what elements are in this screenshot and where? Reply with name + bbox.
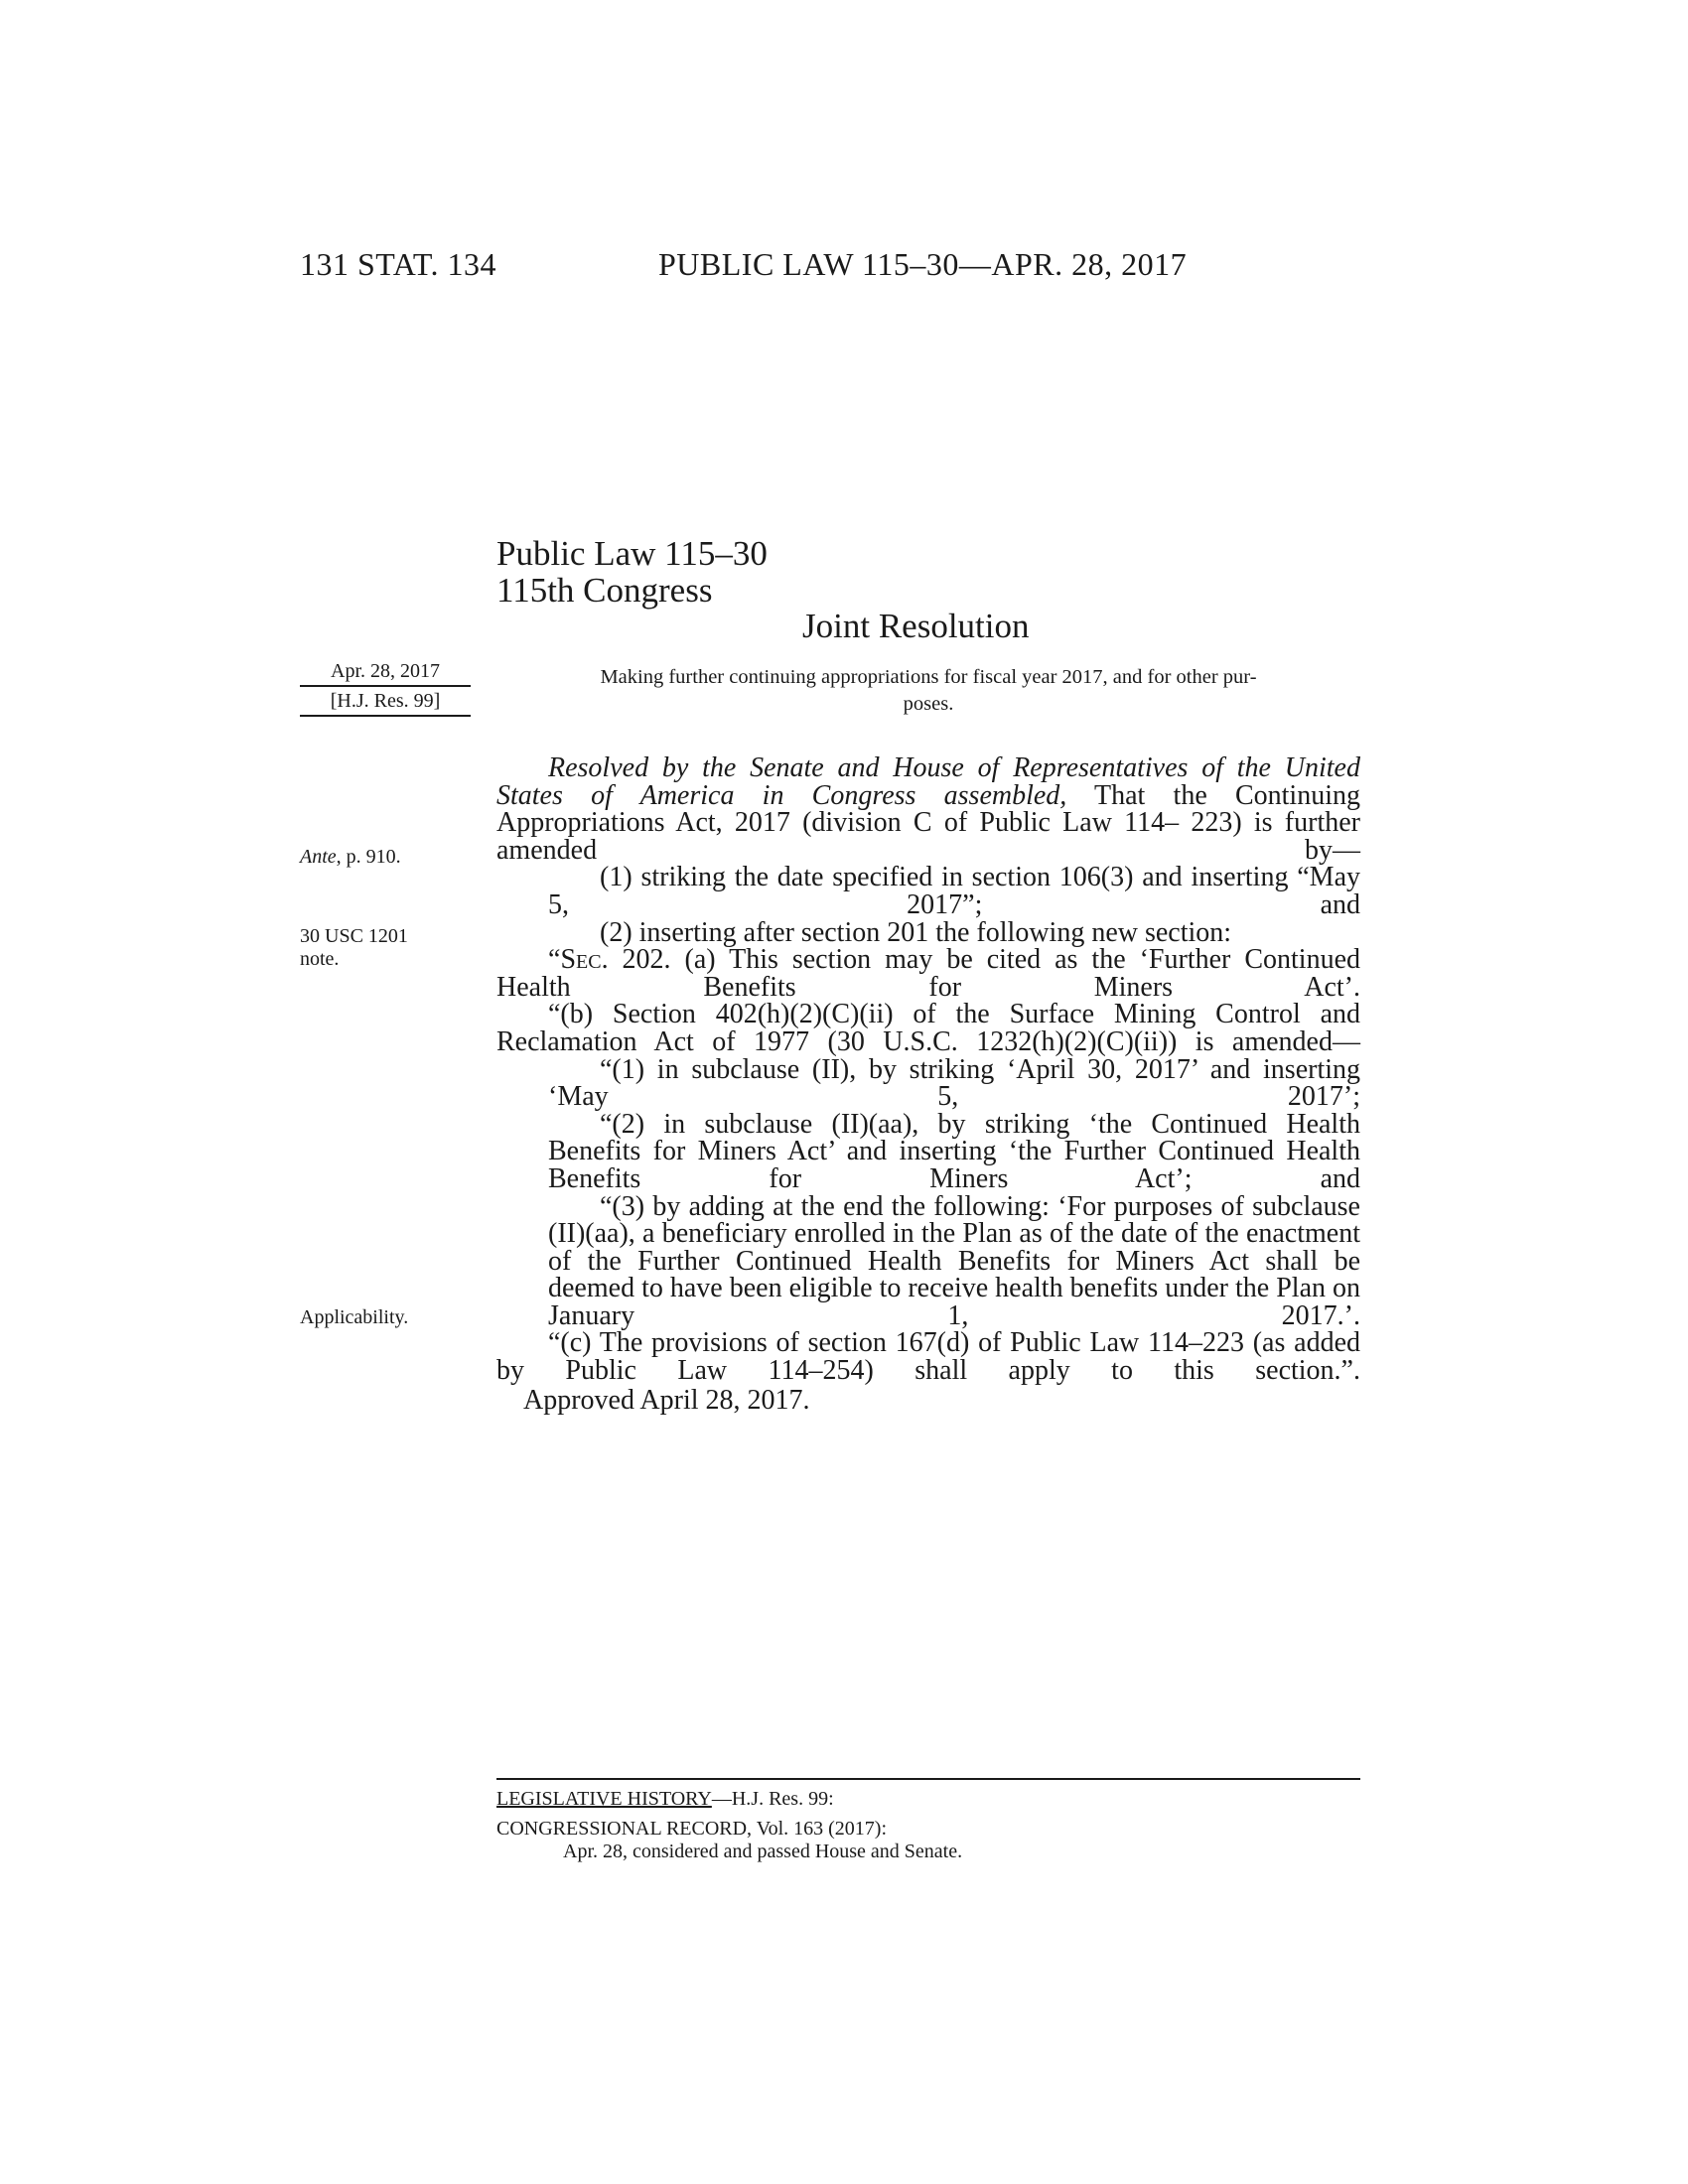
resolving-clause-text: That the Continuing Appropriations Act, 2017 (division C of Public Law 114– 223) is further amended by— (496, 779, 1360, 866)
resolution-body (496, 754, 1360, 1385)
margin-note-applicability: Applicability. (300, 1306, 409, 1328)
purpose-statement (506, 664, 1350, 718)
margin-date: Apr. 28, 2017 (331, 660, 440, 682)
running-title: PUBLIC LAW 115–30—APR. 28, 2017 (658, 246, 1188, 282)
congressional-record: CONGRESSIONAL RECORD, Vol. 163 (2017): (496, 1818, 887, 1840)
congress-number: 115th Congress (496, 571, 713, 610)
resolving-clause (496, 754, 1360, 864)
subsection-b-item-2: “(2) in subclause (II)(aa), by striking ‘the Continued Health Benefits for Miners Act’ and inserting ‘the Further Continued Health Benefits for Miners Act’; and (548, 1108, 1360, 1194)
purpose-line-2: poses. (903, 693, 954, 715)
approval-date: Approved April 28, 2017. (523, 1385, 810, 1416)
usc-citation: 30 USC 1201 (300, 925, 408, 947)
section-label: Sec (560, 944, 602, 976)
section-202-heading (496, 946, 1360, 1001)
footer-divider (496, 1778, 1360, 1780)
purpose-line-1: Making further continuing appropriations for fiscal year 2017, and for other pur- (600, 666, 1257, 688)
subsection-b-item-1: “(1) in subclause (II), by striking ‘April 30, 2017’ and inserting ‘May 5, 2017’; (548, 1053, 1360, 1113)
record-action: Apr. 28, considered and passed House and Senate. (563, 1841, 963, 1862)
margin-divider-bottom (300, 715, 471, 717)
margin-note-usc (300, 925, 408, 971)
page-stat-citation: 131 STAT. 134 (300, 246, 497, 282)
subsection-b: “(b) Section 402(h)(2)(C)(ii) of the Surface Mining Control and Reclamation Act of 1977 (30 U.S.C. 1232(h)(2)(C)(ii)) is amended— (496, 999, 1360, 1057)
ante-page: , p. 910. (336, 846, 401, 868)
legislative-history-label: LEGISLATIVE HISTORY (496, 1788, 712, 1810)
legislative-history-bill: —H.J. Res. 99: (711, 1788, 834, 1810)
ante-italic: Ante (300, 846, 337, 868)
margin-bill-number: [H.J. Res. 99] (330, 690, 441, 712)
amendment-item-1: (1) striking the date specified in section 106(3) and inserting “May 5, 2017”; and (548, 862, 1360, 920)
amendment-item-2: (2) inserting after section 201 the following new section: (600, 916, 1232, 948)
resolution-type: Joint Resolution (802, 607, 1030, 645)
resolving-clause-italic: Resolved by the Senate and House of Representatives of the United States of America in Congress assembled, (496, 752, 1360, 811)
subsection-b-item-3: “(3) by adding at the end the following: ‘For purposes of subclause (II)(aa), a beneficiary enrolled in the Plan as of the date of the enactment of the Further Continued Health Benefits for Miners Act shall be deemed to have been eligible to receive health benefits under the Plan on January 1, 2017.’. (548, 1190, 1360, 1331)
legislative-history (496, 1787, 1360, 1811)
margin-note-ante (300, 846, 401, 869)
margin-divider (300, 685, 471, 687)
section-open-quote: “ (548, 944, 561, 976)
subsection-c: “(c) The provisions of section 167(d) of Public Law 114–223 (as added by Public Law 114–254) shall apply to this section.”. (496, 1327, 1360, 1387)
usc-note: note. (300, 948, 340, 970)
section-202-text: . 202. (a) This section may be cited as the ‘Further Continued Health Benefits for Miners Act’. (496, 944, 1360, 1003)
law-number: Public Law 115–30 (496, 534, 768, 573)
